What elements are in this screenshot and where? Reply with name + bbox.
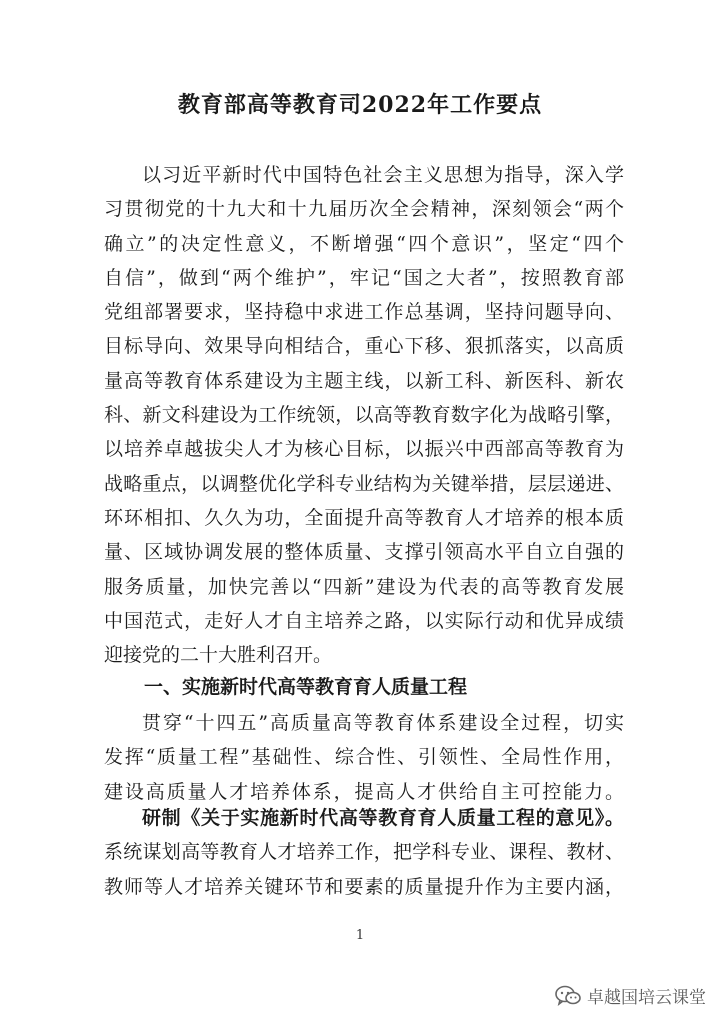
paragraph-line: 确立”的决定性意义，不断增强“四个意识”，坚定“四个 — [104, 232, 624, 255]
watermark-text: 卓越国培云课堂 — [587, 988, 706, 1008]
paragraph-line: 服务质量，加快完善以“四新”建设为代表的高等教育发展 — [104, 575, 624, 598]
item-heading: 研制《关于实施新时代高等教育育人质量工程的意见》。 — [142, 807, 624, 829]
paragraph-line: 建设高质量人才培养体系，提高人才供给自主可控能力。 — [104, 780, 624, 803]
paragraph-line: 环环相扣、久久为功，全面提升高等教育人才培养的根本质 — [104, 506, 624, 529]
paragraph-line: 系统谋划高等教育人才培养工作，把学科专业、课程、教材、 — [104, 841, 624, 864]
paragraph-line: 习贯彻党的十九大和十九届历次全会精神，深刻领会“两个 — [104, 198, 624, 221]
paragraph-line: 目标导向、效果导向相结合，重心下移、狠抓落实，以高质 — [104, 335, 624, 358]
section1-paragraph — [104, 706, 624, 809]
paragraph-line: 以习近平新时代中国特色社会主义思想为指导，深入学 — [142, 164, 624, 186]
paragraph-line: 战略重点，以调整优化学科专业结构为关键举措，层层递进、 — [104, 472, 624, 495]
paragraph-line: 中国范式，走好人才自主培养之路，以实际行动和优异成绩 — [104, 609, 624, 632]
item1-paragraph — [104, 801, 624, 904]
intro-paragraph — [104, 158, 624, 672]
paragraph-line: 贯穿“十四五”高质量高等教育体系建设全过程，切实 — [142, 712, 624, 734]
paragraph-line: 以培养卓越拔尖人才为核心目标，以振兴中西部高等教育为 — [104, 438, 624, 461]
section-heading: 一、实施新时代高等教育育人质量工程 — [144, 676, 468, 698]
watermark — [555, 983, 706, 1008]
paragraph-line: 党组部署要求，坚持稳中求进工作总基调，坚持问题导向、 — [104, 301, 624, 324]
paragraph-line: 自信”，做到“两个维护”，牢记“国之大者”，按照教育部 — [104, 266, 624, 289]
paragraph-line: 量高等教育体系建设为主题主线，以新工科、新医科、新农 — [104, 369, 624, 392]
paragraph-line: 科、新文科建设为工作统领，以高等教育数字化为战略引擎， — [104, 404, 624, 427]
paragraph-line: 教师等人才培养关键环节和要素的质量提升作为主要内涵， — [104, 875, 624, 898]
document-title: 教育部高等教育司2022年工作要点 — [177, 92, 543, 118]
paragraph-line: 发挥“质量工程”基础性、综合性、引领性、全局性作用， — [104, 746, 624, 769]
wechat-icon — [555, 985, 581, 1007]
paragraph-line: 迎接党的二十大胜利召开。 — [104, 644, 333, 667]
paragraph-line: 量、区域协调发展的整体质量、支撑引领高水平自立自强的 — [104, 541, 624, 564]
page-number: 1 — [355, 928, 365, 943]
